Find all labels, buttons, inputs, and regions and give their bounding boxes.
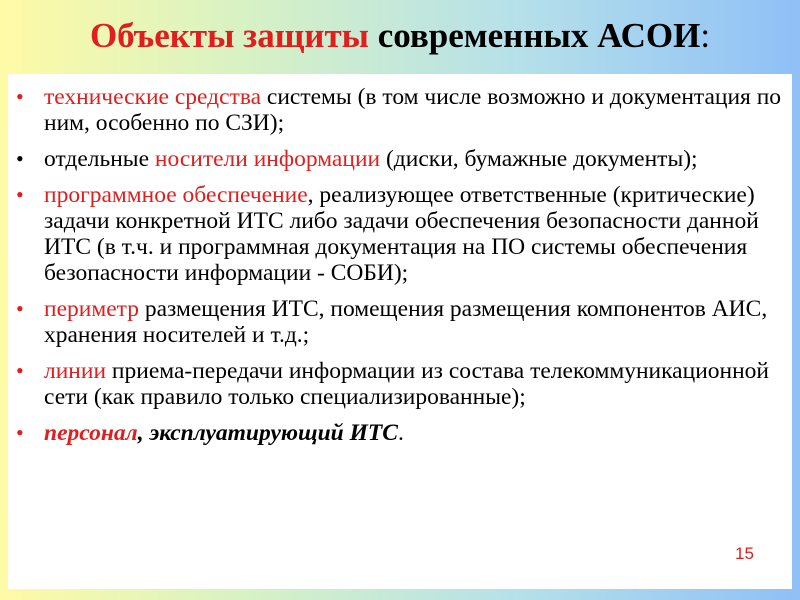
bullet-icon: • — [16, 358, 24, 383]
item-highlight: носители информации — [154, 146, 381, 172]
bullet-icon: • — [16, 146, 24, 171]
item-text: , реализующее ответственные (критические) задачи конкретной ИТС либо задачи обеспечения безопасности данной ИТС (в т.ч. и программная документация на ПО системы обеспечения безопасности информации - СОБИ); — [44, 182, 759, 286]
page-number: 15 — [735, 544, 754, 563]
item-text: , эксплуатирующий ИТС — [137, 420, 398, 446]
item-highlight: периметр — [44, 296, 139, 322]
item-suffix: . — [397, 420, 404, 446]
title-red-part: Объекты защиты — [89, 16, 369, 55]
bullet-icon: • — [16, 296, 24, 321]
list-item — [8, 296, 792, 348]
item-highlight: персонал — [44, 420, 138, 446]
item-text: размещения ИТС, помещения размещения компонентов АИС, хранения носителей и т.д.; — [44, 296, 768, 348]
item-text: системы (в том числе возможно и документация по ним, особенно по СЗИ); — [44, 84, 782, 136]
item-highlight: программное обеспечение — [44, 182, 308, 208]
list-item — [8, 182, 792, 286]
title-colon: : — [700, 16, 711, 55]
content-panel — [8, 74, 792, 589]
title-black-part: современных АСОИ — [368, 16, 701, 55]
item-highlight: линии — [44, 358, 107, 384]
bullet-list — [8, 74, 792, 446]
bullet-icon: • — [16, 182, 24, 207]
bullet-icon: • — [16, 420, 24, 445]
bullet-icon: • — [16, 84, 24, 109]
list-item — [8, 358, 792, 410]
item-highlight: технические средства — [44, 84, 262, 110]
list-item — [8, 84, 792, 136]
list-item — [8, 146, 792, 172]
item-prefix: отдельные — [44, 146, 155, 172]
item-text: приема-передачи информации из состава телекоммуникационной сети (как правило только специализированные); — [44, 358, 769, 410]
slide-title — [0, 14, 800, 58]
item-text: (диски, бумажные документы); — [380, 146, 698, 172]
list-item — [8, 420, 792, 446]
